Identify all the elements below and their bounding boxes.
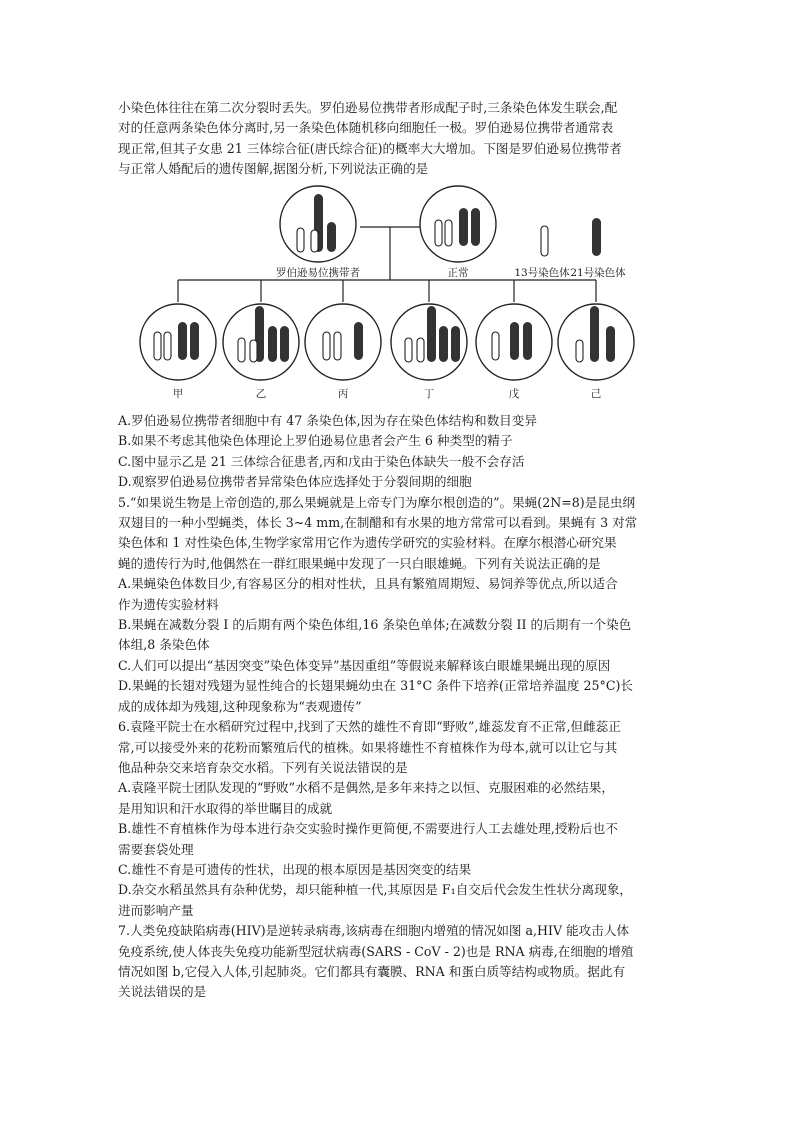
pedigree-lines [178,227,596,302]
option-c: C.雄性不育是可遗传的性状，出现的根本原因是基因突变的结果 [118,861,472,877]
questions-body [118,411,678,1003]
text-line: 常,可以接受外来的花粉而繁殖后代的植株。如果将雄性不育植株作为母本,就可以让它与其 [118,739,618,755]
text-line: 对的任意两条染色体分离时,另一条染色体随机移向细胞任一极。罗伯逊易位携带者通常表 [118,120,614,136]
offspring-cell-ding [391,304,467,380]
option-a: A.袁隆平院士团队发现的“野败”水稻不是偶然,是多年来持之以恒、克服困难的必然结果， [118,780,614,796]
text-line: 成的成体却为残翅,这种现象称为“表观遗传” [118,698,362,714]
offspring-cell-ji [558,304,634,380]
text-line: 蝇的遗传行为时,他偶然在一群红眼果蝇中发现了一只白眼雄蝇。下列有关说法正确的是 [118,555,601,571]
robertsonian-translocation-diagram [118,182,678,408]
option-b: B.雄性不育植株作为母本进行杂交实验时操作更简便,不需要进行人工去雄处理,授粉后也不 [118,821,618,837]
normal-label: 正常 [447,267,469,279]
text-line: 他品种杂交来培育杂交水稻。下列有关说法错误的是 [118,759,408,775]
option-c: C.图中显示乙是 21 三体综合征患者,丙和戊由于染色体缺失一般不会存活 [118,453,525,469]
option-d: D.观察罗伯逊易位携带者异常染色体应选择处于分裂间期的细胞 [118,474,472,490]
text-line: 情况如图 b,它侵入人体,引起肺炎。它们都具有囊膜、RNA 和蛋白质等结构或物质。据此有 [118,963,626,979]
text-line: 与正常人婚配后的遗传图解,据图分析,下列说法正确的是 [118,161,429,177]
offspring-label: 丙 [337,388,349,400]
carrier-cell [280,186,356,262]
offspring-cell-yi [223,304,299,380]
text-line: 小染色体往往在第二次分裂时丢失。罗伯逊易位携带者形成配子时,三条染色体发生联会,配 [118,100,618,115]
offspring-cell-jia [140,304,216,380]
legend [541,218,601,256]
question-6-stem: 6.袁隆平院士在水稻研究过程中,找到了天然的雄性不育即“野败”,雄蕊发育不正常,但雌蕊正 [118,719,621,735]
option-c: C.人们可以提出“基因突变”染色体变异”基因重组”等假说来解释该白眼雄果蝇出现的原因 [118,657,611,673]
carrier-label: 罗伯逊易位携带者 [276,267,360,279]
text-line: 作为遗传实验材料 [118,596,219,612]
offspring-label: 己 [590,388,602,400]
offspring-label: 甲 [172,388,184,400]
text-line: 染色体和 1 对性染色体,生物学家常用它作为遗传学研究的实验材料。在摩尔根潜心研究果 [118,535,617,551]
offspring-label: 乙 [255,388,267,400]
normal-cell [420,186,496,262]
option-a: A.罗伯逊易位携带者细胞中有 47 条染色体,因为存在染色体结构和数目变异 [118,413,537,428]
text-line: 需要套袋处理 [118,841,194,857]
question-4-stem [118,98,678,180]
option-b: B.果蝇在减数分裂 I 的后期有两个染色体组,16 条染色单体;在减数分裂 II 的后期有一个染色 [118,617,632,633]
option-d: D.果蝇的长翅对残翅为显性纯合的长翅果蝇幼虫在 31°C 条件下培养(正常培养温度 25°C)长 [118,678,633,694]
offspring-cell-wu [476,304,552,380]
text-line: 现正常,但其子女患 21 三体综合征(唐氏综合征)的概率大大增加。下图是罗伯逊易位携带者 [118,140,622,156]
text-line: 免疫系统,使人体丧失免疫功能新型冠状病毒(SARS - CoV - 2)也是 RNA 病毒,在细胞的增殖 [118,943,634,959]
text-line: 双翅目的一种小型蝇类，体长 3~4 mm,在制醋和有水果的地方常常可以看到。果蝇有 3 对常 [118,515,638,531]
legend-21-label: 21号染色体 [570,267,626,279]
offspring-label: 戊 [508,388,520,400]
option-d: D.杂交水稻虽然具有杂种优势，却只能种植一代,其原因是 F₁自交后代会发生性状分离现象， [118,882,633,898]
legend-13-label: 13号染色体 [514,267,570,279]
option-b: B.如果不考虑其他染色体理论上罗伯逊易位患者会产生 6 种类型的精子 [118,433,513,449]
text-line: 关说法错误的是 [118,984,207,1000]
offspring-label: 丁 [423,388,435,400]
question-7-stem: 7.人类免疫缺陷病毒(HIV)是逆转录病毒,该病毒在细胞内增殖的情况如图 a,HIV 能攻击人体 [118,923,630,939]
option-a: A.果蝇染色体数目少,有容易区分的相对性状，且具有繁殖周期短、易饲养等优点,所以适合 [118,576,618,592]
offspring-cell-bing [305,304,381,380]
text-line: 是用知识和汗水取得的举世瞩目的成就 [118,800,333,816]
text-line: 体组,8 条染色体 [118,637,210,653]
text-line: 进而影响产量 [118,902,194,918]
question-5-stem: 5.“如果说生物是上帝创造的,那么果蝇就是上帝专门为摩尔根创造的”。果蝇(2N=8)是昆虫纲 [118,494,636,510]
